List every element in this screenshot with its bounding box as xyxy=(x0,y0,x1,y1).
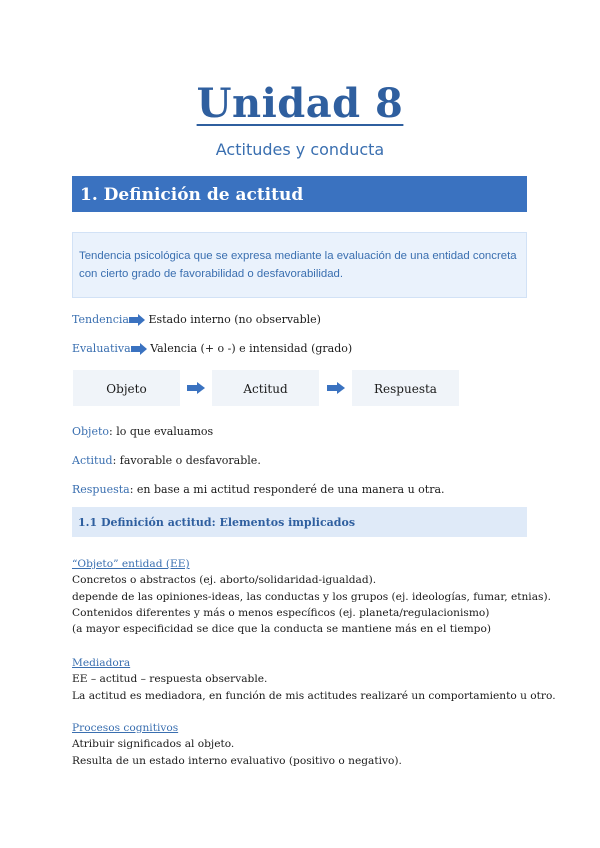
explanation-objeto xyxy=(72,425,213,438)
block-line: Contenidos diferentes y más o menos específicos (ej. planeta/regulacionismo) xyxy=(72,606,490,619)
explanation-actitud xyxy=(72,454,261,467)
flow-arrow-icon xyxy=(187,382,205,394)
item-evaluativa xyxy=(72,342,352,355)
arrow-right-icon xyxy=(129,314,145,326)
block-procesos-cognitivos xyxy=(72,720,402,769)
block-line: depende de las opiniones-ideas, las conductas y los grupos (ej. ideologías, fumar, etnias). xyxy=(72,590,551,603)
block-title: Mediadora xyxy=(72,657,131,669)
explanation-term: Respuesta xyxy=(72,483,130,496)
block-title: “Objeto” entidad (EE) xyxy=(72,558,190,570)
block-title: Procesos cognitivos xyxy=(72,722,179,734)
block-line: Concretos o abstractos (ej. aborto/solidaridad-igualdad). xyxy=(72,574,377,587)
subsection-heading-elementos: 1.1 Definición actitud: Elementos implicados xyxy=(72,507,527,537)
block-line: Resulta de un estado interno evaluativo (positivo o negativo). xyxy=(72,754,402,767)
flow-box-actitud: Actitud xyxy=(212,370,319,406)
item-tendencia xyxy=(72,313,321,326)
explanation-text: : lo que evaluamos xyxy=(109,425,214,438)
flow-arrow-icon xyxy=(327,382,345,394)
flow-box-respuesta: Respuesta xyxy=(352,370,459,406)
explanation-text: : favorable o desfavorable. xyxy=(112,454,261,467)
item-text: Valencia (+ o -) e intensidad (grado) xyxy=(150,342,353,355)
block-line: La actitud es mediadora, en función de mis actitudes realizaré un comportamiento u otro. xyxy=(72,689,556,702)
flow-box-objeto: Objeto xyxy=(73,370,180,406)
page-subtitle: Actitudes y conducta xyxy=(215,140,385,159)
item-text: Estado interno (no observable) xyxy=(148,313,321,326)
explanation-respuesta xyxy=(72,483,445,496)
explanation-term: Objeto xyxy=(72,425,110,438)
item-term: Evaluativa xyxy=(72,342,131,355)
block-line: EE – actitud – respuesta observable. xyxy=(72,673,268,686)
page-title: Unidad 8 xyxy=(196,80,404,127)
block-objeto-entidad xyxy=(72,556,551,637)
definition-box: Tendencia psicológica que se expresa mediante la evaluación de una entidad concreta con cierto grado de favorabilidad o desfavorabilidad. xyxy=(72,232,527,298)
explanation-text: : en base a mi actitud responderé de una manera u otra. xyxy=(129,483,445,496)
explanation-term: Actitud xyxy=(72,454,113,467)
block-line: Atribuir significados al objeto. xyxy=(72,738,235,751)
block-line: (a mayor especificidad se dice que la conducta se mantiene más en el tiempo) xyxy=(72,623,491,636)
arrow-right-icon xyxy=(131,343,147,355)
block-mediadora xyxy=(72,655,556,704)
section-heading-definicion: 1. Definición de actitud xyxy=(72,176,527,212)
item-term: Tendencia xyxy=(72,313,129,326)
